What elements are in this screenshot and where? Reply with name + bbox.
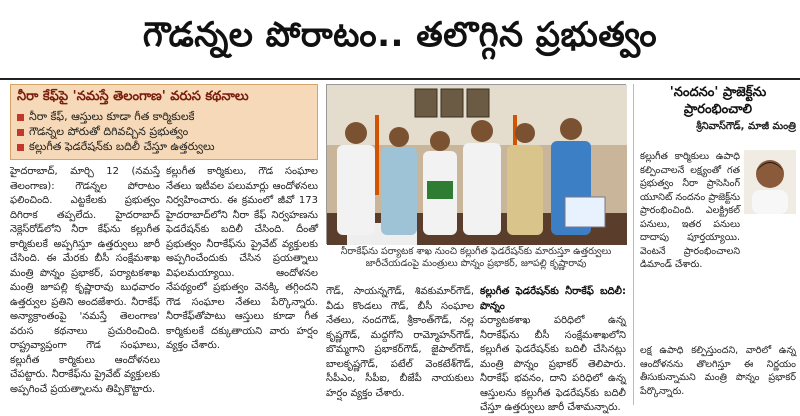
- bullet-icon: [17, 114, 24, 121]
- kicker-item-text: కల్లుగీత ఫెడరేషన్‌కు బదిలీ చేస్తూ ఉత్తర్వులు: [29, 140, 215, 153]
- article-column-2: కల్లుగీత కార్మికులు, గౌడ సంఘాల నేతలు ఇటీవల పలుమార్లు ఆందోళనలు నిర్వహించారు. ఈ క్రమంలో జీవో 173 హైదరాబాద్‌లోని నీరా కేఫ్ నిర్వహణను ఫెడరేషన్‌కు బదిలీ చేసింది. దీంతో ప్రభుత్వం నీరాకేఫ్‌ను ప్రైవేట్ వ్యక్తులకు అప్పగించేందుకు చేసిన ప్రయత్నాలు విఫలమయ్యాయి. ఆందోళనల నేపథ్యంలో ప్రభుత్వం వెనక్కి తగ్గిందని గౌడ సంఘాల నేతలు పేర్కొన్నారు. నీరాకేఫ్‌తోపాటు ఆస్తులు కూడా గీత కార్మికులకే దక్కుతాయని వారు హర్షం వ్యక్తం చేశారు.: [166, 166, 318, 351]
- portrait-image: [744, 150, 796, 214]
- sidebar-title: 'నందనం' ప్రాజెక్ట్‌ను ప్రారంభించాలి: [669, 85, 767, 117]
- photo-caption: నీరాకేఫ్‌ను పర్యాటక శాఖ నుంచి కల్లుగీత ఫెడరేషన్‌కు మారుస్తూ ఉత్తర్వులు జారీచేయడంపై మంత్రులు పొన్నం ప్రభాకర్, జూపల్లి కృష్ణారావు: [340, 246, 612, 269]
- sidebar-byline: శ్రీనివాస్‌గౌడ్, మాజీ మంత్రి: [696, 121, 796, 132]
- kicker-item-text: నీరా కేఫ్, ఆస్తులు కూడా గీత కార్మికులకే: [29, 110, 195, 123]
- bullet-icon: [17, 129, 24, 136]
- headline-block: [0, 0, 800, 78]
- article-column-4: [480, 285, 626, 413]
- sidebar-text: కల్లుగీత కార్మికులు ఉపాధి కల్పించాలనే లక్ష్యంతో గత ప్రభుత్వం నీరా ప్రాసెసింగ్ యూనిట్ నందనం ప్రాజెక్ట్‌ను ప్రారంభించింది. ఎలక్ట్రికల్ పనులు, ఇతర పనులు దాదాపు పూర్తయ్యాయి. వెంటనే ప్రారంభించాలని డిమాండ్ చేశారు.: [640, 151, 740, 270]
- kicker-item: [17, 139, 311, 154]
- kicker-list: [11, 109, 317, 154]
- article-column-1: హైదరాబాద్, మార్చి 12 (నమస్తే తెలంగాణ): గౌడన్నల పోరాటం ఫలించింది. ఎట్టకేలకు ప్రభుత్వం దిగిరాక తప్పలేదు. హైదరాబాద్ నెక్లెస్‌రోడ్‌లోని నీరా కేఫ్‌ను కల్లుగీత కార్మికులకే అప్పగిస్తూ ఉత్తర్వులు జారీ చేసింది. ఈ మేరకు బీసీ సంక్షేమశాఖ మంత్రి పొన్నం ప్రభాకర్, పర్యాటకశాఖ మంత్రి జూపల్లి కృష్ణారావు బుధవారం ఉత్తర్వుల ప్రతిని అందజేశారు. నీరాకేఫ్ అన్యాక్రాంతంపై 'నమస్తే తెలంగాణ' వరుస కథనాలు ప్రచురించింది. రాష్ట్రవ్యాప్తంగా గౌడ సంఘాలు, కల్లుగీత కార్మికులు ఆందోళనలు చేపట్టారు. నీరాకేఫ్‌ను ప్రైవేట్ వ్యక్తులకు అప్పగించే ప్రయత్నాలను తిప్పికొట్టారు.: [10, 166, 160, 395]
- kicker-title: నీరా కేఫ్‌పై 'నమస్తే తెలంగాణ' వరుస కథనాలు: [17, 89, 249, 104]
- sidebar-story: [640, 84, 796, 407]
- column-divider: [633, 84, 634, 405]
- kicker-box: [10, 84, 318, 160]
- column-4-text: పర్యాటకశాఖ పరిధిలో ఉన్న నీరాకేఫ్‌ను బీసీ సంక్షేమశాఖలోని కల్లుగీత ఫెడరేషన్‌కు బదిలీ చేసినట్లు మంత్రి పొన్నం ప్రభాకర్ తెలిపారు. నీరాకేఫ్ భవనం, దాని పరిధిలో ఉన్న ఆస్తులను కల్లుగీత ఫెడరేషన్‌కు బదిలీ చేస్తూ ఉత్తర్వులు జారీ చేశామన్నారు.: [480, 315, 626, 413]
- bullet-icon: [17, 144, 24, 151]
- column-4-subhead: కల్లుగీత ఫెడరేషన్‌కు నీరాకేఫ్ బదిలీ: పొన్నం: [480, 286, 626, 312]
- kicker-item-text: గౌడన్నల పోరుతో దిగివచ్చిన ప్రభుత్వం: [29, 125, 189, 138]
- article-column-3: గౌడ్, సాయన్నగౌడ్, శివకుమార్‌గౌడ్, వీడు కొండలు గౌడ్, బీసీ సంఘాల నేతలు, నందగౌడ్, శ్రీకాంత్‌గౌడ్, నల్ల కృష్ణగౌడ్, మద్దగోని రామ్మోహన్‌గౌడ్, బొమ్మగాని ప్రభాకర్‌గౌడ్, జైపాల్‌గౌడ్, బాలకృష్ణగౌడ్, పటేల్ వెంకటేశ్‌గౌడ్, సీపీఎం, సీపీఐ, బీజేపీ నాయకులు హర్షం వ్యక్తం చేశారు.: [326, 286, 474, 399]
- news-photo: [326, 84, 626, 244]
- headline: గౌడన్నల పోరాటం.. తలొగ్గిన ప్రభుత్వం: [142, 15, 658, 55]
- news-photo-image: [327, 85, 627, 245]
- kicker-item: [17, 109, 311, 124]
- kicker-item: [17, 124, 311, 139]
- headline-rule: [0, 78, 800, 80]
- sidebar-text-continued: లక్ష ఉపాధి కల్పిస్తుందని, వారిలో ఉన్న ఆందోళనను తొలగిస్తూ ఈ నిర్ణయం తీసుకున్నామని మంత్రి పొన్నం ప్రభాకర్ పేర్కొన్నారు.: [640, 345, 796, 397]
